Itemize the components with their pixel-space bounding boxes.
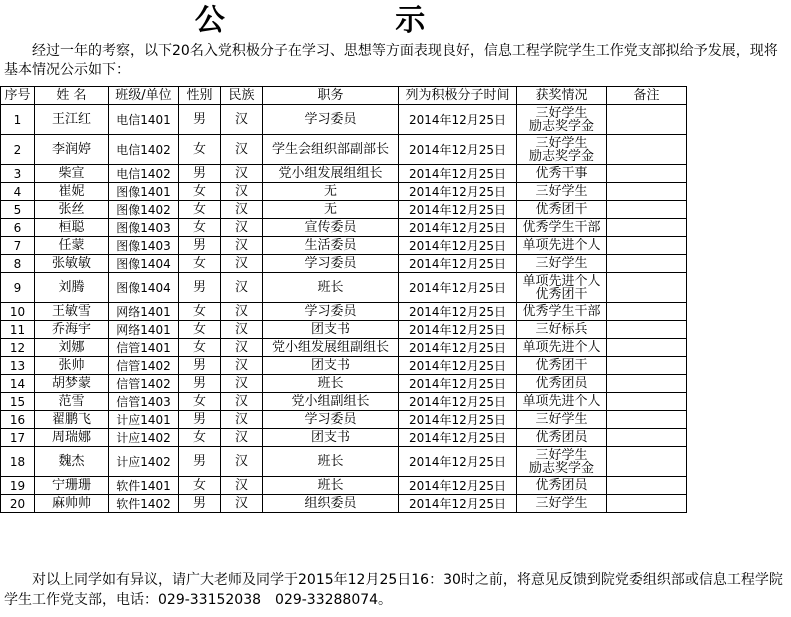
cell-index: 1 — [1, 105, 35, 135]
cell-ethnic: 汉 — [221, 447, 263, 477]
cell-gender: 男 — [179, 237, 221, 255]
table-row — [1, 105, 687, 135]
cell-gender: 女 — [179, 135, 221, 165]
cell-date: 2014年12月25日 — [399, 339, 517, 357]
table-row — [1, 237, 687, 255]
award-item: 优秀学生干部 — [522, 304, 601, 319]
award-item: 三好标兵 — [535, 322, 588, 337]
cell-gender: 男 — [179, 165, 221, 183]
cell-awards — [517, 165, 607, 183]
cell-index: 2 — [1, 135, 35, 165]
cell-class: 图像1403 — [109, 237, 179, 255]
cell-awards — [517, 135, 607, 165]
cell-gender: 男 — [179, 495, 221, 513]
cell-name: 王敏雪 — [35, 303, 109, 321]
table-row — [1, 183, 687, 201]
award-item: 三好学生 — [535, 412, 588, 427]
cell-name: 张丝 — [35, 201, 109, 219]
award-item: 三好学生 — [535, 105, 588, 121]
award-item: 优秀团干 — [535, 202, 588, 217]
cell-name: 李润婷 — [35, 135, 109, 165]
cell-awards — [517, 183, 607, 201]
cell-role: 班长 — [263, 273, 399, 303]
cell-index: 14 — [1, 375, 35, 393]
cell-note — [607, 411, 687, 429]
header-class: 班级/单位 — [109, 87, 179, 105]
cell-role: 无 — [263, 183, 399, 201]
cell-class: 信管1403 — [109, 393, 179, 411]
cell-awards — [517, 357, 607, 375]
award-item: 三好学生 — [535, 447, 588, 463]
cell-index: 10 — [1, 303, 35, 321]
award-item: 优秀学生干部 — [522, 220, 601, 235]
cell-name: 张帅 — [35, 357, 109, 375]
cell-name: 刘娜 — [35, 339, 109, 357]
cell-date: 2014年12月25日 — [399, 411, 517, 429]
award-item: 优秀团员 — [535, 430, 588, 445]
cell-awards — [517, 339, 607, 357]
cell-date: 2014年12月25日 — [399, 105, 517, 135]
cell-ethnic: 汉 — [221, 183, 263, 201]
cell-name: 任蒙 — [35, 237, 109, 255]
cell-gender: 女 — [179, 321, 221, 339]
cell-date: 2014年12月25日 — [399, 255, 517, 273]
cell-name: 张敏敏 — [35, 255, 109, 273]
cell-role: 学习委员 — [263, 255, 399, 273]
cell-ethnic: 汉 — [221, 429, 263, 447]
cell-class: 软件1401 — [109, 477, 179, 495]
table-row — [1, 273, 687, 303]
cell-class: 信管1402 — [109, 375, 179, 393]
cell-gender: 男 — [179, 273, 221, 303]
cell-ethnic: 汉 — [221, 477, 263, 495]
cell-date: 2014年12月25日 — [399, 273, 517, 303]
header-note: 备注 — [607, 87, 687, 105]
cell-index: 19 — [1, 477, 35, 495]
cell-awards — [517, 477, 607, 495]
cell-class: 计应1401 — [109, 411, 179, 429]
cell-role: 党小组发展组副组长 — [263, 339, 399, 357]
cell-date: 2014年12月25日 — [399, 237, 517, 255]
award-item: 优秀团干 — [535, 358, 588, 373]
header-name: 姓 名 — [35, 87, 109, 105]
cell-class: 电信1402 — [109, 135, 179, 165]
award-item: 单项先进个人 — [522, 340, 601, 355]
award-item: 三好学生 — [535, 496, 588, 511]
cell-note — [607, 357, 687, 375]
cell-date: 2014年12月25日 — [399, 219, 517, 237]
cell-date: 2014年12月25日 — [399, 357, 517, 375]
cell-role: 学习委员 — [263, 303, 399, 321]
cell-date: 2014年12月25日 — [399, 201, 517, 219]
cell-awards — [517, 429, 607, 447]
cell-gender: 男 — [179, 105, 221, 135]
cell-index: 7 — [1, 237, 35, 255]
cell-class: 信管1402 — [109, 357, 179, 375]
award-item: 优秀团员 — [535, 478, 588, 493]
cell-ethnic: 汉 — [221, 357, 263, 375]
cell-name: 翟鹏飞 — [35, 411, 109, 429]
award-item: 单项先进个人 — [522, 273, 601, 289]
cell-note — [607, 321, 687, 339]
table-row — [1, 255, 687, 273]
cell-index: 17 — [1, 429, 35, 447]
cell-class: 计应1402 — [109, 447, 179, 477]
cell-ethnic: 汉 — [221, 393, 263, 411]
cell-index: 4 — [1, 183, 35, 201]
cell-index: 18 — [1, 447, 35, 477]
cell-gender: 女 — [179, 219, 221, 237]
cell-ethnic: 汉 — [221, 201, 263, 219]
cell-date: 2014年12月25日 — [399, 495, 517, 513]
table-row — [1, 357, 687, 375]
award-item: 三好学生 — [535, 184, 588, 199]
page-title: 公 示 — [194, 3, 506, 38]
cell-name: 乔海宇 — [35, 321, 109, 339]
cell-class: 图像1401 — [109, 183, 179, 201]
cell-note — [607, 375, 687, 393]
cell-awards — [517, 237, 607, 255]
cell-note — [607, 105, 687, 135]
cell-note — [607, 303, 687, 321]
cell-note — [607, 273, 687, 303]
cell-date: 2014年12月25日 — [399, 375, 517, 393]
cell-role: 团支书 — [263, 429, 399, 447]
cell-awards — [517, 375, 607, 393]
table-row — [1, 201, 687, 219]
cell-awards — [517, 273, 607, 303]
cell-note — [607, 495, 687, 513]
cell-class: 网络1401 — [109, 303, 179, 321]
cell-note — [607, 135, 687, 165]
cell-gender: 男 — [179, 375, 221, 393]
cell-role: 组织委员 — [263, 495, 399, 513]
cell-ethnic: 汉 — [221, 273, 263, 303]
award-item: 三好学生 — [535, 135, 588, 151]
cell-role: 党小组发展组组长 — [263, 165, 399, 183]
cell-index: 5 — [1, 201, 35, 219]
cell-name: 桓聪 — [35, 219, 109, 237]
cell-role: 学习委员 — [263, 105, 399, 135]
table-header-row — [1, 87, 687, 105]
award-item: 优秀团干 — [535, 286, 588, 302]
award-item: 励志奖学金 — [528, 148, 594, 164]
cell-class: 电信1402 — [109, 165, 179, 183]
table-row — [1, 393, 687, 411]
cell-ethnic: 汉 — [221, 219, 263, 237]
cell-note — [607, 339, 687, 357]
cell-role: 宣传委员 — [263, 219, 399, 237]
cell-index: 9 — [1, 273, 35, 303]
cell-class: 网络1401 — [109, 321, 179, 339]
cell-ethnic: 汉 — [221, 303, 263, 321]
cell-awards — [517, 303, 607, 321]
cell-index: 6 — [1, 219, 35, 237]
cell-gender: 女 — [179, 183, 221, 201]
cell-gender: 女 — [179, 339, 221, 357]
cell-note — [607, 429, 687, 447]
cell-role: 无 — [263, 201, 399, 219]
cell-class: 图像1404 — [109, 255, 179, 273]
header-gender: 性别 — [179, 87, 221, 105]
cell-awards — [517, 255, 607, 273]
cell-index: 11 — [1, 321, 35, 339]
cell-date: 2014年12月25日 — [399, 135, 517, 165]
table-row — [1, 411, 687, 429]
table-row — [1, 165, 687, 183]
cell-name: 麻帅帅 — [35, 495, 109, 513]
cell-class: 软件1402 — [109, 495, 179, 513]
award-item: 励志奖学金 — [528, 118, 594, 134]
award-item: 单项先进个人 — [522, 238, 601, 253]
cell-awards — [517, 201, 607, 219]
table-row — [1, 375, 687, 393]
header-index: 序号 — [1, 87, 35, 105]
cell-ethnic: 汉 — [221, 255, 263, 273]
cell-index: 13 — [1, 357, 35, 375]
cell-name: 王江红 — [35, 105, 109, 135]
award-item: 励志奖学金 — [528, 460, 594, 476]
table-row — [1, 447, 687, 477]
cell-note — [607, 219, 687, 237]
cell-name: 周瑞娜 — [35, 429, 109, 447]
cell-gender: 女 — [179, 201, 221, 219]
header-role: 职务 — [263, 87, 399, 105]
cell-gender: 男 — [179, 447, 221, 477]
table-row — [1, 477, 687, 495]
candidate-table — [0, 86, 687, 513]
cell-role: 党小组副组长 — [263, 393, 399, 411]
cell-name: 刘腾 — [35, 273, 109, 303]
cell-ethnic: 汉 — [221, 321, 263, 339]
cell-ethnic: 汉 — [221, 411, 263, 429]
cell-index: 12 — [1, 339, 35, 357]
cell-date: 2014年12月25日 — [399, 321, 517, 339]
award-item: 单项先进个人 — [522, 394, 601, 409]
cell-note — [607, 237, 687, 255]
table-row — [1, 303, 687, 321]
cell-role: 班长 — [263, 477, 399, 495]
cell-class: 图像1402 — [109, 201, 179, 219]
cell-role: 团支书 — [263, 357, 399, 375]
cell-ethnic: 汉 — [221, 495, 263, 513]
award-item: 优秀团员 — [535, 376, 588, 391]
cell-gender: 女 — [179, 303, 221, 321]
header-awards: 获奖情况 — [517, 87, 607, 105]
header-ethnic: 民族 — [221, 87, 263, 105]
cell-awards — [517, 411, 607, 429]
cell-note — [607, 255, 687, 273]
cell-name: 胡梦蒙 — [35, 375, 109, 393]
cell-name: 柴宣 — [35, 165, 109, 183]
table-row — [1, 429, 687, 447]
cell-note — [607, 393, 687, 411]
award-item: 三好学生 — [535, 256, 588, 271]
cell-name: 宁珊珊 — [35, 477, 109, 495]
cell-note — [607, 477, 687, 495]
cell-gender: 女 — [179, 477, 221, 495]
cell-class: 图像1403 — [109, 219, 179, 237]
table-row — [1, 321, 687, 339]
cell-awards — [517, 105, 607, 135]
cell-class: 计应1402 — [109, 429, 179, 447]
cell-ethnic: 汉 — [221, 375, 263, 393]
cell-awards — [517, 495, 607, 513]
cell-ethnic: 汉 — [221, 105, 263, 135]
cell-awards — [517, 219, 607, 237]
table-row — [1, 219, 687, 237]
cell-index: 15 — [1, 393, 35, 411]
cell-ethnic: 汉 — [221, 339, 263, 357]
cell-role: 学生会组织部副部长 — [263, 135, 399, 165]
cell-ethnic: 汉 — [221, 165, 263, 183]
cell-note — [607, 165, 687, 183]
cell-role: 团支书 — [263, 321, 399, 339]
cell-awards — [517, 393, 607, 411]
cell-role: 学习委员 — [263, 411, 399, 429]
cell-date: 2014年12月25日 — [399, 477, 517, 495]
cell-note — [607, 201, 687, 219]
cell-class: 信管1401 — [109, 339, 179, 357]
cell-name: 魏杰 — [35, 447, 109, 477]
cell-note — [607, 183, 687, 201]
cell-date: 2014年12月25日 — [399, 447, 517, 477]
cell-date: 2014年12月25日 — [399, 183, 517, 201]
footer-paragraph: 对以上同学如有异议，请广大老师及同学于2015年12月25日16：30时之前，将意见反馈到院党委组织部或信息工程学院学生工作党支部，电话：029-33152038 029-33288074。 — [4, 572, 783, 608]
table-row — [1, 495, 687, 513]
table-row — [1, 135, 687, 165]
cell-gender: 男 — [179, 357, 221, 375]
cell-ethnic: 汉 — [221, 135, 263, 165]
cell-role: 班长 — [263, 447, 399, 477]
cell-ethnic: 汉 — [221, 237, 263, 255]
cell-awards — [517, 321, 607, 339]
cell-date: 2014年12月25日 — [399, 393, 517, 411]
cell-index: 3 — [1, 165, 35, 183]
cell-gender: 男 — [179, 411, 221, 429]
cell-date: 2014年12月25日 — [399, 303, 517, 321]
cell-role: 班长 — [263, 375, 399, 393]
cell-name: 崔妮 — [35, 183, 109, 201]
cell-role: 生活委员 — [263, 237, 399, 255]
intro-paragraph: 经过一年的考察，以下20名入党积极分子在学习、思想等方面表现良好，信息工程学院学生工作党支部拟给予发展，现将基本情况公示如下： — [4, 43, 778, 78]
cell-gender: 女 — [179, 429, 221, 447]
award-item: 优秀干事 — [535, 166, 588, 181]
cell-name: 范雪 — [35, 393, 109, 411]
cell-index: 8 — [1, 255, 35, 273]
cell-index: 20 — [1, 495, 35, 513]
table-row — [1, 339, 687, 357]
cell-gender: 女 — [179, 255, 221, 273]
header-date: 列为积极分子时间 — [399, 87, 517, 105]
cell-index: 16 — [1, 411, 35, 429]
cell-class: 电信1401 — [109, 105, 179, 135]
cell-note — [607, 447, 687, 477]
cell-class: 图像1404 — [109, 273, 179, 303]
cell-date: 2014年12月25日 — [399, 429, 517, 447]
cell-gender: 女 — [179, 393, 221, 411]
cell-awards — [517, 447, 607, 477]
cell-date: 2014年12月25日 — [399, 165, 517, 183]
